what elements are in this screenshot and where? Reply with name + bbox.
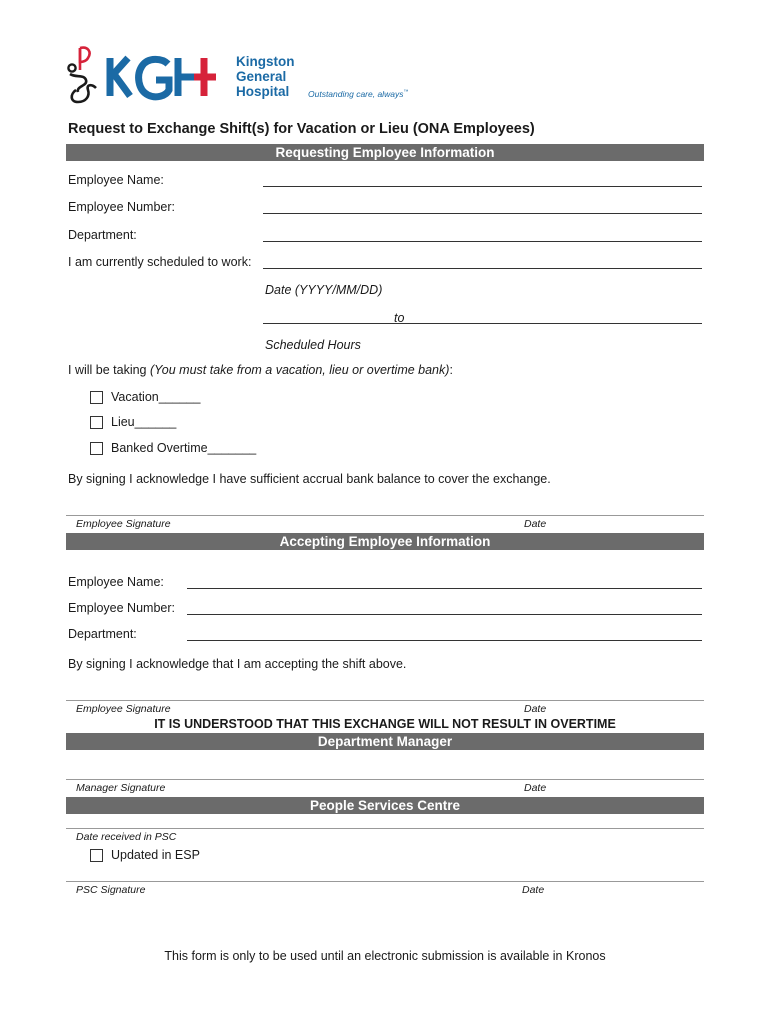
requesting-section-heading: Requesting Employee Information	[66, 144, 704, 161]
vacation-option-label: Vacation______	[111, 390, 201, 404]
req-to-label: to	[394, 311, 405, 325]
acc-department-label: Department:	[68, 627, 137, 641]
updated-in-esp-checkbox[interactable]	[90, 849, 103, 862]
req-taking-suffix: :	[449, 363, 453, 377]
logo-line-hospital: Hospital	[236, 84, 290, 99]
banked-overtime-checkbox[interactable]	[90, 442, 103, 455]
req-employee-name-field[interactable]	[263, 186, 702, 187]
req-acknowledge-text: By signing I acknowledge I have sufficient accrual bank balance to cover the exchange.	[68, 472, 551, 486]
logo-line-kingston: Kingston	[236, 54, 295, 69]
acc-signature-label: Employee Signature	[76, 703, 171, 715]
acc-date-label: Date	[524, 703, 547, 715]
psc-signature-line[interactable]	[66, 881, 704, 882]
req-signature-line[interactable]	[66, 515, 704, 516]
req-signature-label: Employee Signature	[76, 518, 171, 530]
req-employee-name-label: Employee Name:	[68, 173, 164, 187]
form-title: Request to Exchange Shift(s) for Vacation or Lieu (ONA Employees)	[68, 121, 535, 137]
manager-date-label: Date	[524, 782, 547, 794]
req-employee-number-field[interactable]	[263, 213, 702, 214]
acc-signature-line[interactable]	[66, 700, 704, 701]
req-taking-label	[68, 363, 453, 377]
acc-employee-name-label: Employee Name:	[68, 575, 164, 589]
kgh-wordmark	[106, 52, 226, 102]
patient-figure-icon	[66, 44, 102, 104]
acc-employee-name-field[interactable]	[187, 588, 702, 589]
lieu-option-label: Lieu______	[111, 415, 177, 429]
accepting-section-heading: Accepting Employee Information	[66, 533, 704, 550]
req-scheduled-hours-label: Scheduled Hours	[265, 338, 361, 352]
req-department-label: Department:	[68, 228, 137, 242]
req-taking-prefix: I will be taking	[68, 363, 150, 377]
req-scheduled-hours-field[interactable]	[263, 323, 702, 324]
acc-employee-number-field[interactable]	[187, 614, 702, 615]
lieu-checkbox[interactable]	[90, 416, 103, 429]
manager-signature-line[interactable]	[66, 779, 704, 780]
logo-line-general: General	[236, 69, 287, 84]
req-scheduled-date-field[interactable]	[263, 268, 702, 269]
psc-section-heading: People Services Centre	[66, 797, 704, 814]
footer-note: This form is only to be used until an electronic submission is available in Kronos	[164, 949, 606, 963]
acc-acknowledge-text: By signing I acknowledge that I am accepting the shift above.	[68, 657, 407, 671]
tagline-trademark: ™	[403, 89, 409, 96]
req-date-label: Date	[524, 518, 547, 530]
overtime-notice: IT IS UNDERSTOOD THAT THIS EXCHANGE WILL NOT RESULT IN OVERTIME	[154, 717, 616, 731]
acc-department-field[interactable]	[187, 640, 702, 641]
req-scheduled-label: I am currently scheduled to work:	[68, 255, 252, 269]
banked-overtime-option-label: Banked Overtime_______	[111, 441, 257, 455]
psc-signature-label: PSC Signature	[76, 884, 146, 896]
psc-date-label: Date	[522, 884, 545, 896]
manager-signature-label: Manager Signature	[76, 782, 166, 794]
vacation-checkbox[interactable]	[90, 391, 103, 404]
req-date-format-label: Date (YYYY/MM/DD)	[265, 283, 383, 297]
req-employee-number-label: Employee Number:	[68, 200, 175, 214]
updated-in-esp-label: Updated in ESP	[111, 848, 200, 862]
manager-section-heading: Department Manager	[66, 733, 704, 750]
acc-employee-number-label: Employee Number:	[68, 601, 175, 615]
hospital-logo	[66, 44, 426, 106]
psc-date-received-line[interactable]	[66, 828, 704, 829]
tagline: Outstanding care, always	[308, 89, 404, 99]
psc-date-received-label: Date received in PSC	[76, 831, 177, 843]
req-department-field[interactable]	[263, 241, 702, 242]
req-taking-note: (You must take from a vacation, lieu or overtime bank)	[149, 363, 450, 377]
